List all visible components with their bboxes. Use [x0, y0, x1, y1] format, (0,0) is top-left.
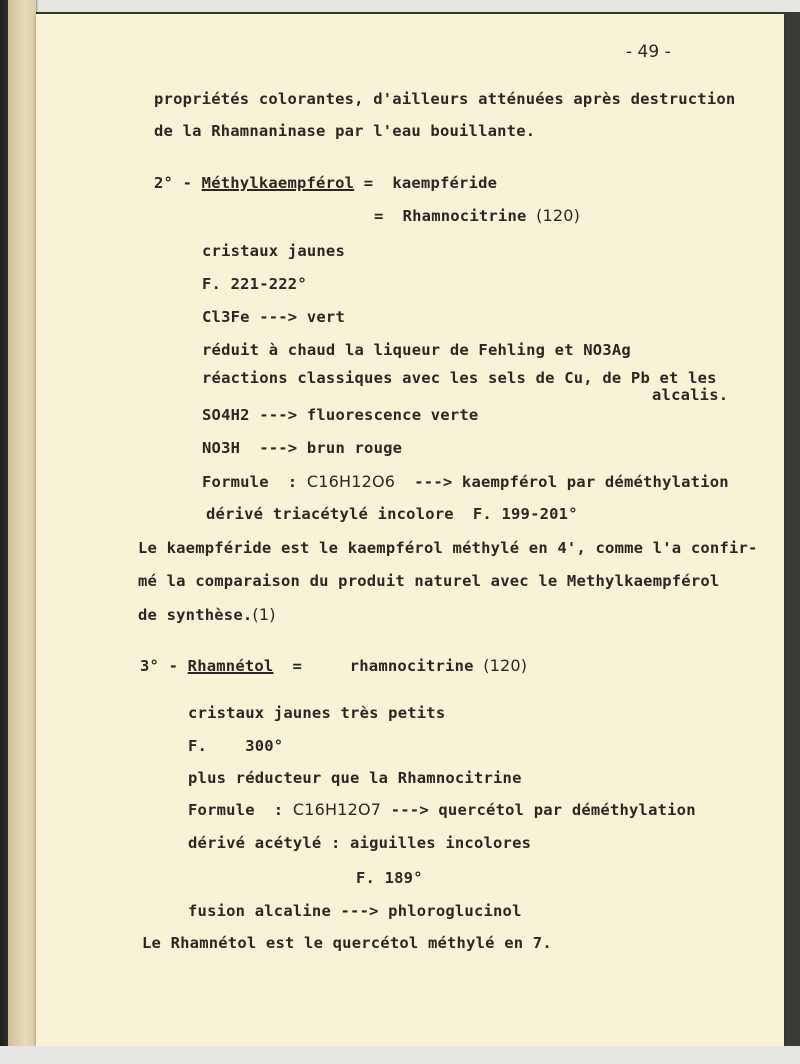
property-line: Cl3Fe ---> vert [202, 308, 345, 326]
previous-page-edge [8, 0, 36, 1064]
formula-result: ---> quercétol par déméthylation [390, 801, 696, 819]
property-line: cristaux jaunes très petits [188, 704, 446, 722]
section-equivalence: = Rhamnocitrine [374, 207, 527, 225]
property-line: F. 189° [356, 869, 423, 887]
text-fragment: de synthèse. [138, 606, 253, 624]
property-line: alcalis. [652, 386, 729, 404]
section-heading [154, 174, 497, 192]
text-line [138, 605, 276, 624]
property-line: cristaux jaunes [202, 242, 345, 260]
formula-result: ---> kaempférol par déméthylation [414, 473, 729, 491]
section-number: 3° - [140, 657, 188, 675]
formula-line [202, 472, 729, 491]
text-line: Le kaempféride est le kaempférol méthylé en 4', comme l'a confir- [138, 539, 758, 557]
property-line: réduit à chaud la liqueur de Fehling et NO3Ag [202, 341, 631, 359]
formula-line [188, 800, 696, 819]
section-equivalence: = rhamnocitrine [273, 657, 474, 675]
section-title: Rhamnétol [187, 657, 274, 675]
reference: (120) [536, 206, 581, 225]
property-line: dérivé triacétylé incolore F. 199-201° [206, 505, 578, 523]
property-line: NO3H ---> brun rouge [202, 439, 403, 457]
text-line: propriétés colorantes, d'ailleurs atténuées après destruction [154, 90, 736, 108]
formula-label: Formule : [188, 801, 284, 819]
viewer-bottom-bar [0, 1046, 800, 1064]
property-line: dérivé acétylé : aiguilles incolores [188, 834, 532, 852]
property-line: fusion alcaline ---> phloroglucinol [188, 902, 522, 920]
reference: (1) [252, 605, 276, 624]
property-line: F. 300° [188, 737, 284, 755]
page-number: - 49 - [626, 42, 671, 62]
section-title: Méthylkaempférol [201, 174, 355, 192]
text-line: Le Rhamnétol est le quercétol méthylé en 7. [142, 934, 552, 952]
reference: (120) [483, 656, 528, 675]
formula: C16H12O7 [292, 800, 382, 819]
viewer-top-bar [0, 0, 800, 12]
text-line [374, 206, 580, 225]
section-equivalence: = kaempféride [354, 174, 498, 192]
property-line: réactions classiques avec les sels de Cu, de Pb et les [202, 369, 717, 387]
section-number: 2° - [154, 174, 202, 192]
text-line: de la Rhamnaninase par l'eau bouillante. [154, 122, 536, 140]
document-page [36, 14, 784, 1046]
formula: C16H12O6 [306, 472, 396, 491]
formula-label: Formule : [202, 473, 298, 491]
text-line: mé la comparaison du produit naturel avec le Methylkaempférol [138, 572, 720, 590]
property-line: F. 221-222° [202, 275, 307, 293]
section-heading [140, 656, 527, 675]
property-line: plus réducteur que la Rhamnocitrine [188, 769, 522, 787]
property-line: SO4H2 ---> fluorescence verte [202, 406, 479, 424]
